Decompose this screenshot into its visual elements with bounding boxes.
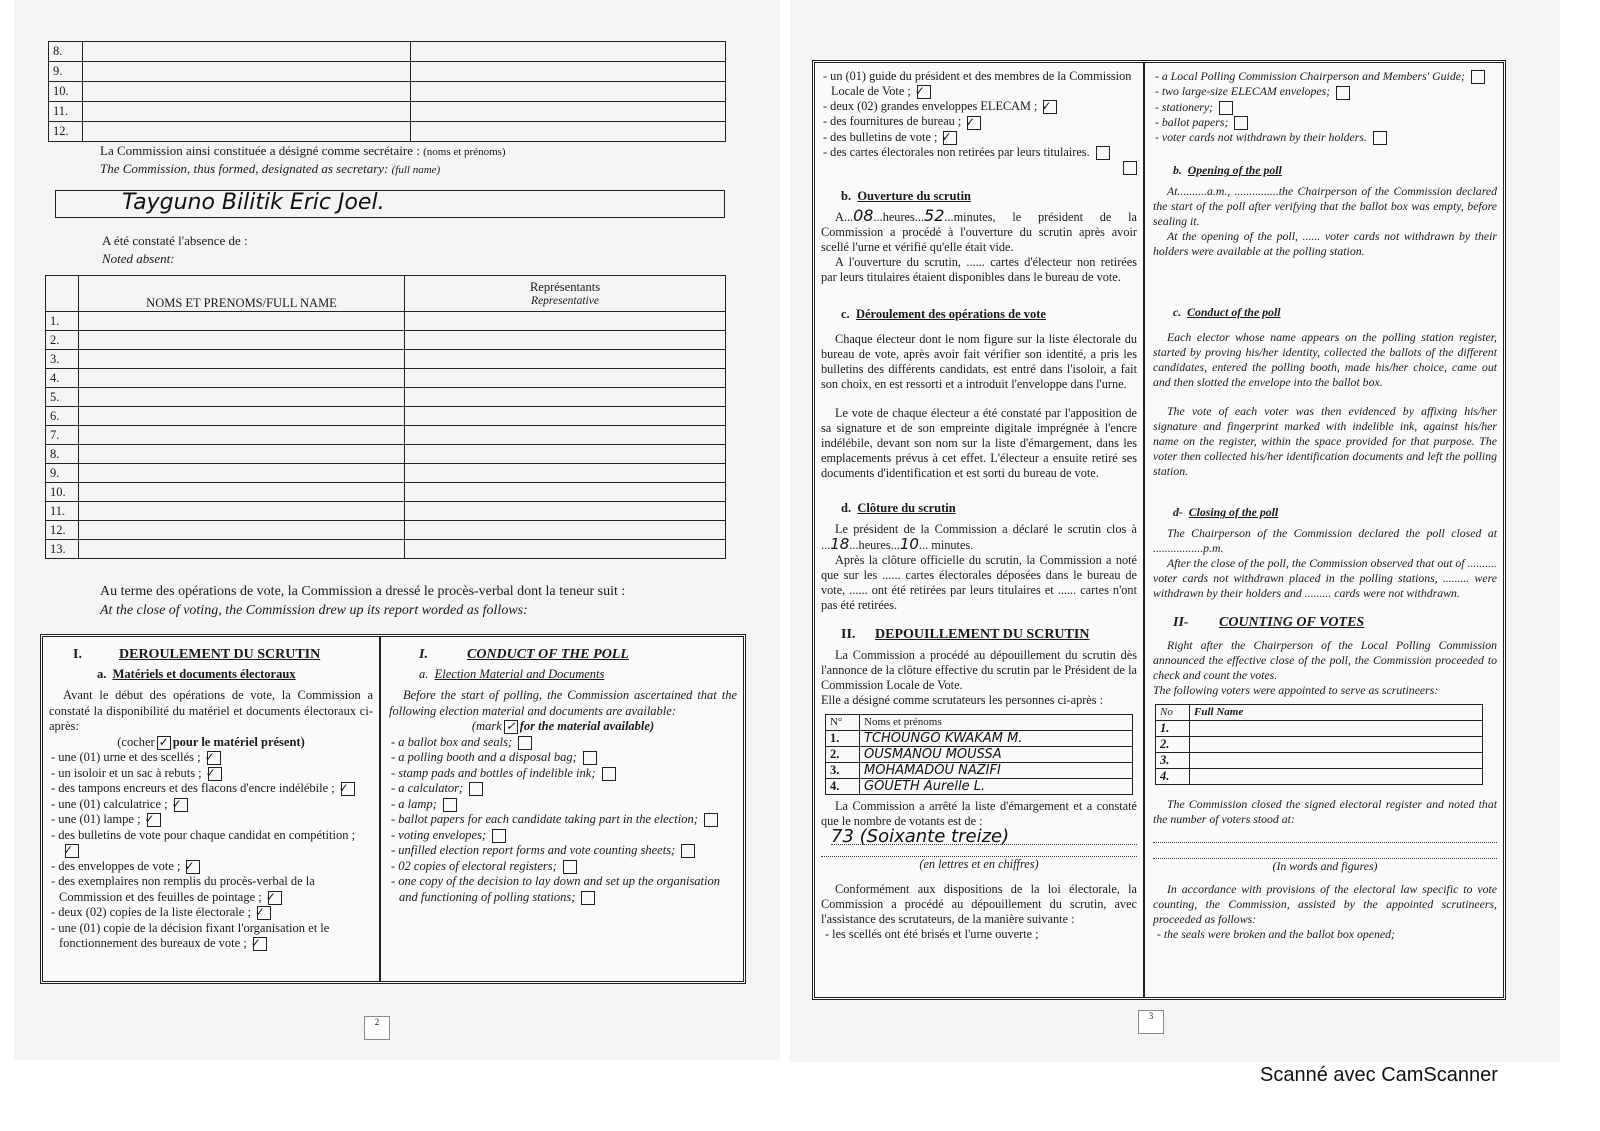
closing-time-fr: Le président de la Commission a déclaré le scrutin clos à ...18...heures...10... minutes. — [821, 522, 1137, 554]
checklist-item — [821, 69, 1137, 99]
checklist-item-label: - ballot papers; — [1155, 114, 1229, 129]
checkbox[interactable] — [581, 891, 595, 905]
checklist-item-label: - voter cards not withdrawn by their holders. — [1155, 130, 1367, 145]
checklist-item-label: - une (01) urne et des scellés ; — [51, 750, 201, 764]
table-row — [1156, 769, 1483, 785]
checklist-item — [389, 735, 737, 751]
name-cell[interactable] — [79, 502, 405, 521]
table-row — [49, 62, 726, 82]
table-row — [46, 388, 726, 407]
row-number: 9. — [46, 464, 79, 483]
role-cell[interactable] — [411, 122, 726, 142]
row-number: 1. — [46, 312, 79, 331]
checkbox[interactable] — [1234, 116, 1248, 130]
checklist-item-label: - des bulletins de vote pour chaque candidat en compétition ; — [51, 827, 356, 842]
role-cell[interactable] — [411, 82, 726, 102]
checklist-item — [389, 781, 737, 797]
representative-cell[interactable] — [405, 369, 726, 388]
representative-cell[interactable] — [405, 312, 726, 331]
checklist-item-label: - des enveloppes de vote ; — [51, 858, 181, 873]
row-number: 12. — [46, 521, 79, 540]
representative-cell[interactable] — [405, 350, 726, 369]
section-1-fr: I. DEROULEMENT DU SCRUTIN a. Matériels et documents électoraux Avant le début des opérations de vote, la Commission a constaté la disponibilité du matériel et documents électoraux ci-après: (cocher ✓ pour le matériel présent) - une (01) urne et des scellés ; ✓ - un isoloir et un sac à rebuts ; ✓ - des tampons encreurs et des flacons d'encre indélébile ; ✓ - une (01) calculatrice ; ✓ - une (01) lampe ; ✓ - des bulletins de vote pour chaque candidat en compétition ;✓ - des enveloppes de vote ; ✓ - des exemplaires non remplis du procès-verbal de la Commission et des feuilles de pointage ; ✓ - deux (02) copies de la liste électorale ; ✓ - une (01) copie de la décision fixant l'organisation et le fonctionnement des bureaux de vote ; ✓ — [43, 637, 381, 981]
secretary-label-fr: La Commission ainsi constituée a désigné comme secrétaire : (noms et prénoms) — [100, 143, 506, 158]
table-row — [826, 763, 1133, 779]
checklist-item — [1153, 100, 1497, 115]
table-row — [1156, 753, 1483, 769]
representative-cell[interactable] — [405, 426, 726, 445]
checklist-item — [1153, 130, 1497, 145]
checklist-item-label: - deux (02) grandes enveloppes ELECAM ; — [823, 99, 1038, 114]
checklist-item — [821, 145, 1137, 160]
scrutineer-name[interactable]: MOHAMADOU NAZIFI — [860, 763, 1133, 779]
row-number: 1. — [826, 731, 860, 747]
row-number: 1. — [1156, 721, 1190, 737]
row-number: 11. — [46, 502, 79, 521]
row-number: 4. — [826, 779, 860, 795]
name-cell[interactable] — [79, 312, 405, 331]
checkbox[interactable] — [1096, 146, 1110, 160]
row-number: 12. — [49, 122, 83, 142]
page-number-right: 3 — [1138, 1010, 1164, 1034]
checklist-item — [821, 130, 1137, 145]
scrutineer-name[interactable]: OUSMANOU MOUSSA — [860, 747, 1133, 763]
secretary-name-field[interactable]: Tayguno Bilitik Eric Joel. — [55, 190, 725, 218]
checklist-item-label: - two large-size ELECAM envelopes; — [1155, 84, 1331, 99]
checklist-item-label: - deux (02) copies de la liste électorale ; — [51, 905, 251, 919]
checkbox[interactable] — [492, 829, 506, 843]
name-cell[interactable] — [79, 369, 405, 388]
checkbox[interactable]: ✓ — [174, 798, 188, 812]
row-number: 7. — [46, 426, 79, 445]
checkbox[interactable] — [469, 782, 483, 796]
checklist-item — [389, 766, 737, 782]
checkbox[interactable]: ✓ — [208, 767, 222, 781]
checklist-item — [49, 921, 373, 952]
row-number: 2. — [1156, 737, 1190, 753]
right-en-column: - a Local Polling Commission Chairperson and Members' Guide; - two large-size ELECAM envelopes; - stationery; - ballot papers; - voter cards not withdrawn by their holders. b. Opening of the poll At..........a.m., ...............the Chairperson of the Commission declared the start of the poll after verifying that the ballot box was empty, before sealing it. At the opening of the poll, ...... voter cards not withdrawn by their holders were available at the polling station. c. Conduct of the poll Each elector whose name appears on the polling station register, started by proving his/her identity, collected the ballots of the different candidates, entered the polling booth, made his/her choice, came out and then slotted the envelope into the ballot box. The vote of each voter was then evidenced by affixing his/her signature and fingerprint marked with indelible ink, against his/her name on the register, within the space provided for that purpose. The voter then collected his/her identification documents and left the polling station. d- Closing of the poll The Chairperson of the Commission declared the poll closed at .................p.m. After the close of the poll, the Commission observed that out of .......... voter cards not withdrawn placed in the polling stations, ......... were withdrawn by their holders and ......... cards were not withdrawn. II- COUNTING OF VOTES Right after the Chairperson of the Local Polling Commission announced the effective close of the poll, the Commission proceeded to check and count the votes. The following voters were appointed to serve as scrutineers: No Full Name 1. 2. 3. 4. The Commission closed the signed electoral register and noted that the number of voters stood at: (In words and figures) In accordance with provisions of the electoral law specific to vote counting, the Commission, assisted by the appointed scrutineers, proceeded as follows: - the seals were broken and the ballot box opened; — [1153, 69, 1497, 942]
table-row — [49, 82, 726, 102]
checkbox[interactable] — [1219, 101, 1233, 115]
role-cell[interactable] — [411, 62, 726, 82]
checklist-item-label: - a Local Polling Commission Chairperson and Members' Guide; — [1155, 69, 1465, 83]
scrutineer-name[interactable] — [1190, 769, 1483, 785]
name-cell[interactable] — [79, 464, 405, 483]
checklist-item — [49, 781, 373, 797]
checklist-item — [49, 812, 373, 828]
row-number: 2. — [46, 331, 79, 350]
name-cell[interactable] — [79, 521, 405, 540]
checklist-item-label: - a lamp; — [391, 796, 437, 811]
checklist-item — [389, 828, 737, 844]
row-number: 2. — [826, 747, 860, 763]
checklist-item-label: - a polling booth and a disposal bag; — [391, 750, 577, 764]
checklist-item — [49, 750, 373, 766]
checklist-item — [389, 750, 737, 766]
checkbox[interactable] — [583, 751, 597, 765]
row-number: 5. — [46, 388, 79, 407]
checklist-item — [821, 114, 1137, 129]
checklist-item-label: - une (01) lampe ; — [51, 812, 141, 826]
name-cell[interactable] — [79, 426, 405, 445]
representative-cell[interactable] — [405, 388, 726, 407]
name-cell[interactable] — [83, 122, 411, 142]
checkbox[interactable]: ✓ — [341, 782, 355, 796]
camscanner-watermark: Scanné avec CamScanner — [1260, 1064, 1498, 1086]
voters-line-1[interactable] — [1153, 827, 1497, 843]
row-number: 11. — [49, 102, 83, 122]
checklist-item — [49, 859, 373, 875]
absent-table — [45, 275, 726, 559]
checkbox[interactable]: ✓ — [147, 813, 161, 827]
checklist-item — [389, 874, 737, 905]
checkbox[interactable]: ✓ — [917, 85, 931, 99]
representative-cell[interactable] — [405, 502, 726, 521]
table-row — [46, 426, 726, 445]
absent-label-en: Noted absent: — [102, 251, 175, 266]
section-1-box — [40, 634, 746, 984]
checklist-item-label: - un isoloir et un sac à rebuts ; — [51, 765, 202, 780]
checkbox[interactable] — [704, 813, 718, 827]
name-cell[interactable] — [79, 388, 405, 407]
checklist-item-label: - une (01) copie de la décision fixant l'organisation et le fonctionnement des bureaux de vote ; — [51, 920, 330, 950]
checklist-item — [389, 843, 737, 859]
opening-hours[interactable]: 08 — [853, 206, 874, 226]
name-cell[interactable] — [79, 331, 405, 350]
row-number: 8. — [46, 445, 79, 464]
name-cell[interactable] — [79, 540, 405, 559]
table-row — [1156, 721, 1483, 737]
row-number: 9. — [49, 62, 83, 82]
checkbox[interactable]: ✓ — [186, 860, 200, 874]
checklist-item-label: - des tampons encreurs et des flacons d'encre indélébile ; — [51, 781, 335, 795]
checklist-item — [49, 874, 373, 905]
checklist-item-label: - stationery; — [1155, 99, 1213, 114]
scrutineer-name[interactable] — [1190, 721, 1483, 737]
table-row — [46, 521, 726, 540]
scrutineer-name[interactable]: GOUETH Aurelle L. — [860, 779, 1133, 795]
representative-cell[interactable] — [405, 540, 726, 559]
table-row — [49, 102, 726, 122]
col-full-name: NOMS ET PRENOMS/FULL NAME — [79, 276, 405, 312]
name-cell[interactable] — [83, 62, 411, 82]
table-row — [46, 483, 726, 502]
checklist-item-label: - stamp pads and bottles of indelible ink; — [391, 765, 596, 780]
checklist-item — [49, 905, 373, 921]
checkbox[interactable]: ✓ — [1043, 100, 1057, 114]
name-cell[interactable] — [83, 102, 411, 122]
secretary-label-en: The Commission, thus formed, designated as secretary: (full name) — [100, 161, 441, 176]
scrutineer-name[interactable]: TCHOUNGO KWAKAM M. — [860, 731, 1133, 747]
table-row — [46, 540, 726, 559]
checkbox[interactable] — [602, 767, 616, 781]
table-row — [826, 731, 1133, 747]
checklist-item-label: - des exemplaires non remplis du procès-verbal de la Commission et des feuilles de pointage ; — [51, 874, 315, 904]
checklist-item — [389, 797, 737, 813]
checklist-item — [1153, 115, 1497, 130]
table-row — [46, 464, 726, 483]
table-row — [46, 312, 726, 331]
checkbox[interactable] — [443, 798, 457, 812]
checklist-item — [821, 99, 1137, 114]
row-number: 3. — [46, 350, 79, 369]
row-number: 13. — [46, 540, 79, 559]
opening-minutes[interactable]: 52 — [924, 206, 945, 226]
table-row — [49, 42, 726, 62]
representative-cell[interactable] — [405, 331, 726, 350]
checklist-item-label: - des fournitures de bureau ; — [823, 114, 962, 129]
checklist-item-label: - voting envelopes; — [391, 827, 487, 842]
checklist-item-label: - unfilled election report forms and vote counting sheets; — [391, 843, 676, 857]
checkbox[interactable] — [563, 860, 577, 874]
members-table-continued — [48, 41, 726, 142]
checkbox[interactable] — [1336, 86, 1350, 100]
table-row — [826, 779, 1133, 795]
representative-cell[interactable] — [405, 483, 726, 502]
row-number: 10. — [46, 483, 79, 502]
col-representative: Représentants Representative — [405, 276, 726, 312]
checkbox[interactable] — [1471, 70, 1485, 84]
role-cell[interactable] — [411, 42, 726, 62]
row-number: 3. — [1156, 753, 1190, 769]
checklist-item-label: - un (01) guide du président et des membres de la Commission Locale de Vote ; — [823, 69, 1132, 98]
closing-minutes[interactable]: 10 — [899, 535, 919, 554]
row-number: 10. — [49, 82, 83, 102]
checklist-item-label: - a ballot box and seals; — [391, 734, 513, 749]
checklist-item — [49, 766, 373, 782]
checklist-item — [49, 828, 373, 859]
checkbox[interactable]: ✓ — [943, 131, 957, 145]
representative-cell[interactable] — [405, 464, 726, 483]
checkbox[interactable]: ✓ — [207, 751, 221, 765]
checkbox[interactable]: ✓ — [268, 891, 282, 905]
name-cell[interactable] — [83, 42, 411, 62]
right-fr-column: - un (01) guide du président et des membres de la Commission Locale de Vote ; ✓ - deux (02) grandes enveloppes ELECAM ; ✓ - des fournitures de bureau ; ✓ - des bulletins de vote ; ✓ - des cartes électorales non retirées par leurs titulaires. b. Ouverture du scrutin A...08...heures...52...minutes, le président de la Commission a procédé à l'ouverture du scrutin après avoir scellé l'urne et vérifié qu'elle était vide. A l'ouverture du scrutin, ...... cartes d'électeur non retirées par leurs titulaires étaient disponibles dans le bureau de vote. c. Déroulement des opérations de vote Chaque électeur dont le nom figure sur la liste électorale du bureau de vote, après avoir fait vérifier son identité, a pris les bulletins des différents candidats, est entré dans l'isoloir, a fait son choix, en est ressorti et a introduit l'enveloppe dans l'urne. Le vote de chaque électeur a été constaté par l'apposition de sa signature et de son empreinte digitale imprégnée à l'encre indélébile, devant son nom sur la liste d'émargement, dans les emplacements prévus à cet effet. L'électeur a ensuite retiré ses documents d'identification et est sorti du bureau de vote. d. Clôture du scrutin Le président de la Commission a déclaré le scrutin clos à ...18...heures...10... minutes. Après la clôture officielle du scrutin, la Commission a noté que sur les ...... cartes électorales déposées dans le bureau de vote, ...... ont été retirées par leurs titulaires et ...... cartes n'ont pas été retirées. II. DEPOUILLEMENT DU SCRUTIN La Commission a procédé au dépouillement du scrutin dès l'annonce de la clôture effective du scrutin par le Président de la Commission Locale de Vote. Elle a désigné comme scrutateurs les personnes ci-après : N° Noms et prénoms 1. TCHOUNGO KWAKAM M. 2. OUSMANOU MOUSSA 3. MOHAMADOU NAZIFI 4. GOUETH Aurelle L. La Commission a arrêté la liste d'émargement et a constaté que le nombre de votants est de : 73 (Soixante treize) (en lettres et en chiffres) Conformément aux dispositions de la loi électorale, la Commission a procédé au dépouillement du scrutin, avec l'assistance des scrutateurs, de la manière suivante : - les scellés ont été brisés et l'urne ouverte ; — [815, 63, 1145, 997]
checklist-item-label: - des cartes électorales non retirées par leurs titulaires. — [823, 144, 1090, 159]
table-row — [46, 350, 726, 369]
scrutineers-table-en: No Full Name 1. 2. 3. 4. — [1155, 704, 1483, 785]
role-cell[interactable] — [411, 102, 726, 122]
row-number: 3. — [826, 763, 860, 779]
checkbox[interactable]: ✓ — [257, 906, 271, 920]
voters-line-2[interactable] — [1153, 843, 1497, 859]
table-row — [49, 122, 726, 142]
checkbox[interactable]: ✓ — [253, 937, 267, 951]
row-number: 8. — [49, 42, 83, 62]
checkbox[interactable] — [518, 736, 532, 750]
table-row — [46, 502, 726, 521]
table-row — [46, 369, 726, 388]
right-report-box — [812, 60, 1506, 1000]
row-number: 4. — [1156, 769, 1190, 785]
checkbox[interactable] — [681, 844, 695, 858]
scrutineer-name[interactable] — [1190, 753, 1483, 769]
row-number: 6. — [46, 407, 79, 426]
page-number-left: 2 — [364, 1016, 390, 1040]
checklist-item — [389, 859, 737, 875]
table-row — [826, 747, 1133, 763]
representative-cell[interactable] — [405, 521, 726, 540]
voters-count-field[interactable]: 73 (Soixante treize) — [831, 829, 1137, 845]
checklist-item-label: - one copy of the decision to lay down and set up the organisation and functioning of polling stations; — [391, 874, 721, 904]
scrutineers-table-fr: N° Noms et prénoms 1. TCHOUNGO KWAKAM M. 2. OUSMANOU MOUSSA 3. MOHAMADOU NAZIFI 4. GOUETH Aurelle L. — [825, 714, 1133, 795]
name-cell[interactable] — [79, 350, 405, 369]
checkbox[interactable]: ✓ — [65, 844, 79, 858]
opening-time-fr: A...08...heures...52...minutes, le président de la Commission a procédé à l'ouverture du scrutin après avoir scellé l'urne et vérifié qu'elle était vide. — [821, 206, 1137, 255]
checklist-item — [389, 812, 737, 828]
table-row — [46, 445, 726, 464]
table-row — [46, 407, 726, 426]
name-cell[interactable] — [79, 407, 405, 426]
representative-cell[interactable] — [405, 445, 726, 464]
name-cell[interactable] — [79, 483, 405, 502]
table-row — [1156, 737, 1483, 753]
checklist-item — [49, 797, 373, 813]
table-row — [46, 331, 726, 350]
checklist-item-label: - des bulletins de vote ; — [823, 129, 938, 144]
name-cell[interactable] — [83, 82, 411, 102]
checklist-item-label: - a calculator; — [391, 781, 464, 795]
absent-label-fr: A été constaté l'absence de : — [102, 233, 248, 248]
scrutineer-name[interactable] — [1190, 737, 1483, 753]
section-1-en: I. CONDUCT OF THE POLL a. Election Material and Documents Before the start of polling, the Commission ascertained that the following election material and documents are available: (mark ✓ for the material available) - a ballot box and seals; - a polling booth and a disposal bag; - stamp pads and bottles of indelible ink; - a calculator; - a lamp; - ballot papers for each candidate taking part in the election; - voting envelopes; - unfilled election report forms and vote counting sheets; - 02 copies of electoral registers; - one copy of the decision to lay down and set up the organisation and functioning of polling stations; — [389, 647, 737, 904]
checklist-item-label: - une (01) calculatrice ; — [51, 796, 168, 811]
checklist-item-label: - ballot papers for each candidate taking part in the election; — [391, 812, 698, 826]
checklist-item — [1153, 84, 1497, 99]
row-number: 4. — [46, 369, 79, 388]
checklist-item-label: - 02 copies of electoral registers; — [391, 858, 557, 873]
report-intro-fr: Au terme des opérations de vote, la Commission a dressé le procès-verbal dont la teneur suit : — [100, 584, 626, 599]
representative-cell[interactable] — [405, 407, 726, 426]
name-cell[interactable] — [79, 445, 405, 464]
checkbox[interactable]: ✓ — [967, 116, 981, 130]
checkbox[interactable] — [1373, 131, 1387, 145]
report-intro-en: At the close of voting, the Commission drew up its report worded as follows: — [100, 603, 528, 618]
closing-hours[interactable]: 18 — [830, 535, 850, 554]
checklist-item — [1153, 69, 1497, 84]
